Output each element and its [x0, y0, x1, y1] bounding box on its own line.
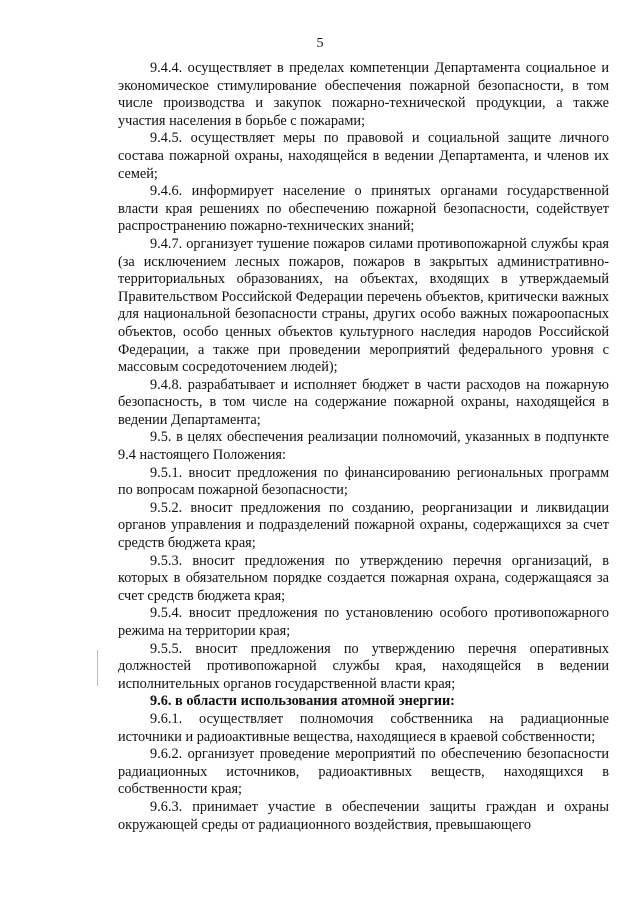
paragraph-9-4-5: 9.4.5. осуществляет меры по правовой и социальной защите личного состава пожарной охраны, находящейся в ведении Департамента, и членов их семей; — [118, 130, 609, 182]
paragraph-9-4-8: 9.4.8. разрабатывает и исполняет бюджет в части расходов на пожарную безопасность, в том числе на содержание пожарной охраны, находящейся в ведении Департамента; — [118, 376, 609, 428]
section-heading-9-6: 9.6. в области использования атомной энергии: — [150, 693, 455, 710]
paragraph-9-4-4: 9.4.4. осуществляет в пределах компетенции Департамента социальное и экономическое стимулирование обеспечения пожарной безопасности, в том числе производства и закупок пожарно-технической продукции, а также участия населения в борьбе с пожарами; — [118, 60, 609, 129]
paragraph-9-4-6: 9.4.6. информирует население о принятых органами государственной власти края решениях по обеспечению пожарной безопасности, содействует распространению пожарно-технических знаний; — [118, 183, 609, 235]
paragraph-9-5-2: 9.5.2. вносит предложения по созданию, реорганизации и ликвидации органов управления и подразделений пожарной охраны, содержащихся за счет средств бюджета края; — [118, 499, 609, 552]
paragraph-9-6-3: 9.6.3. принимает участие в обеспечении защиты граждан и охраны окружающей среды от радиационного воздействия, превышающего — [118, 798, 609, 833]
paragraph-9-4-7: 9.4.7. организует тушение пожаров силами противопожарной службы края (за исключением лесных пожаров, пожаров в закрытых административно-территориальных образованиях, на объектах, входящих в утверждаемый Правительством Российской Федерации перечень объектов, критически важных для национальной безопасности страны, других особо важных пожароопасных объектов, особо ценных объектов культурного наследия народов Российской Федерации, а также при проведении мероприятий федерального уровня с массовым сосредоточением людей); — [118, 235, 609, 376]
paragraph-9-5-1: 9.5.1. вносит предложения по финансированию региональных программ по вопросам пожарной безопасности; — [118, 464, 609, 499]
paragraph-9-6-1: 9.6.1. осуществляет полномочия собственника на радиационные источники и радиоактивные вещества, находящиеся в краевой собственности; — [118, 710, 609, 745]
document-body — [118, 60, 609, 834]
paragraph-9-5-3: 9.5.3. вносит предложения по утверждению перечня организаций, в которых в обязательном порядке создается пожарная охрана, содержащаяся за счет средств бюджета края; — [118, 552, 609, 604]
paragraph-9-5-4: 9.5.4. вносит предложения по установлению особого противопожарного режима на территории края; — [118, 605, 609, 639]
paragraph-9-5: 9.5. в целях обеспечения реализации полномочий, указанных в подпункте 9.4 настоящего Положения: — [118, 429, 609, 464]
paragraph-9-6-2: 9.6.2. организует проведение мероприятий по обеспечению безопасности радиационных источников, радиоактивных веществ, находящихся в собственности края; — [118, 746, 609, 798]
page-number: 5 — [316, 36, 324, 51]
paragraph-9-5-5: 9.5.5. вносит предложения по утверждению перечня оперативных должностей противопожарной службы края, находящейся в ведении исполнительных органов государственной власти края; — [118, 640, 609, 692]
margin-line — [97, 650, 98, 686]
